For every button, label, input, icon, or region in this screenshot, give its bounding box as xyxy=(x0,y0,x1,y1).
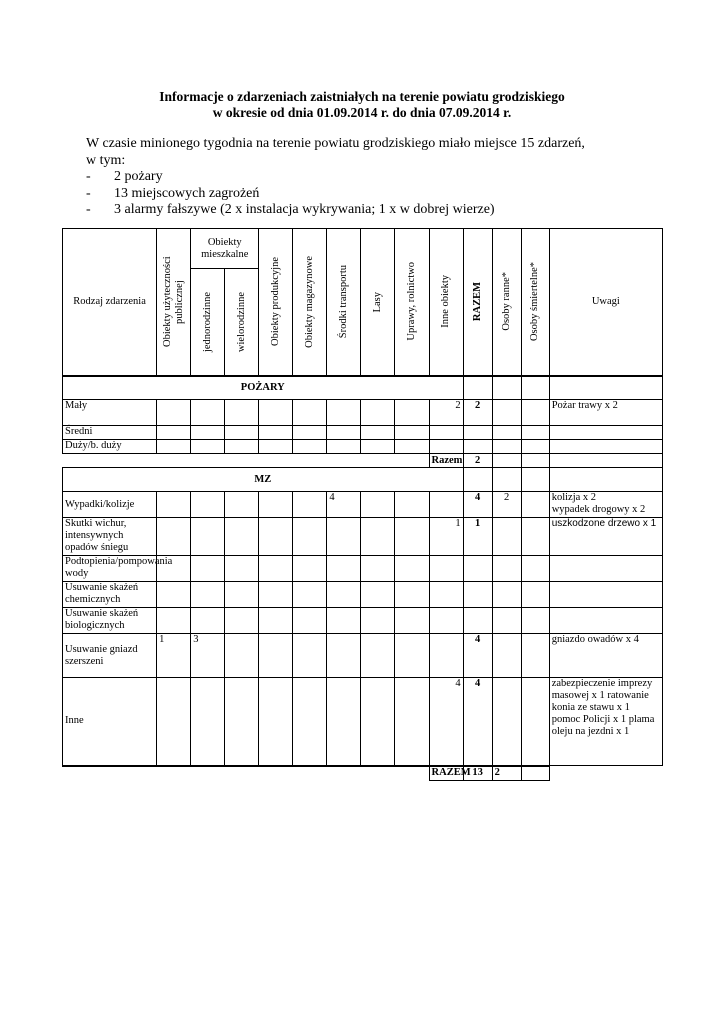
intro-item xyxy=(86,186,585,203)
header-razem xyxy=(463,229,492,376)
header-ranne xyxy=(492,229,521,376)
table-row xyxy=(63,608,663,634)
document-title-line1: Informacje o zdarzeniach zaistniałych na terenie powiatu grodziskiego xyxy=(159,89,565,104)
intro-block xyxy=(86,136,585,219)
table-row xyxy=(63,678,663,766)
row-name: Usuwanie gniazd szerszeni xyxy=(63,634,157,678)
intro-item-text: 2 pożary xyxy=(114,169,163,184)
row-transp: 4 xyxy=(327,492,361,518)
row-uwagi: Pożar trawy x 2 xyxy=(549,400,662,426)
section-pozary-label: POŻARY xyxy=(63,376,464,400)
intro-item xyxy=(86,202,585,219)
row-razem: 4 xyxy=(463,492,492,518)
header-inne-text: Inne obiekty xyxy=(440,275,452,329)
header-razem-text: RAZEM xyxy=(471,282,483,322)
document-title-line2: w okresie od dnia 01.09.2014 r. do dnia 07.09.2014 r. xyxy=(212,105,512,120)
header-wielo-text: wielorodzinne xyxy=(235,291,247,352)
row-razem: 4 xyxy=(463,634,492,678)
header-uprawy xyxy=(395,229,429,376)
row-ranne: 2 xyxy=(492,492,521,518)
pozary-sum-label: Razem xyxy=(429,454,463,468)
row-name: Usuwanie skażeń biologicznych xyxy=(63,608,157,634)
row-uwagi: gniazdo owadów x 4 xyxy=(549,634,662,678)
row-razem: 1 xyxy=(463,518,492,556)
table-row xyxy=(63,582,663,608)
header-smiert xyxy=(521,229,549,376)
header-lasy xyxy=(361,229,395,376)
intro-item-dash: - xyxy=(86,169,91,184)
mz-sum-ranne: 2 xyxy=(492,766,521,781)
row-name: Wypadki/kolizje xyxy=(63,492,157,518)
row-uwagi: kolizja x 2 wypadek drogowy x 2 xyxy=(549,492,662,518)
header-publ xyxy=(157,229,191,376)
intro-item xyxy=(86,169,585,186)
row-uwagi: uszkodzone drzewo x 1 xyxy=(549,518,662,556)
mz-sum-row xyxy=(63,766,663,781)
row-name: Podtopienia/pompowania wody xyxy=(63,556,157,582)
header-prod-text: Obiekty produkcyjne xyxy=(269,257,281,347)
table-row xyxy=(63,440,663,454)
header-mieszkalne: Obiekty mieszkalne xyxy=(191,229,259,269)
intro-lead2: w tym: xyxy=(86,152,126,168)
events-table xyxy=(62,228,663,781)
header-lasy-text: Lasy xyxy=(371,291,383,312)
row-razem: 2 xyxy=(463,400,492,426)
header-uwagi: Uwagi xyxy=(549,229,662,376)
header-uprawy-text: Uprawy, rolnictwo xyxy=(406,262,417,342)
row-name: Inne xyxy=(63,678,157,766)
header-wielo xyxy=(225,269,259,376)
header-transp-text: Środki transportu xyxy=(337,265,349,339)
header-jedno-text: jednorodzinne xyxy=(201,291,213,352)
row-name: Średni xyxy=(63,426,157,440)
row-name: Usuwanie skażeń chemicznych xyxy=(63,582,157,608)
header-mag xyxy=(293,229,327,376)
row-inne: 2 xyxy=(429,400,463,426)
header-inne xyxy=(429,229,463,376)
header-rodzaj: Rodzaj zdarzenia xyxy=(63,229,157,376)
pozary-sum-value: 2 xyxy=(463,454,492,468)
pozary-sum-row xyxy=(63,454,663,468)
section-mz-label: MZ xyxy=(63,468,464,492)
header-prod xyxy=(259,229,293,376)
intro-item-text: 3 alarmy fałszywe (2 x instalacja wykrywania; 1 x w dobrej wierze) xyxy=(114,202,495,217)
header-publ-text: Obiekty użyteczności publicznej xyxy=(161,256,185,348)
row-inne: 1 xyxy=(429,518,463,556)
row-name: Mały xyxy=(63,400,157,426)
table-row xyxy=(63,556,663,582)
header-ranne-text: Osoby ranne* xyxy=(500,272,512,332)
intro-item-text: 13 miejscowych zagrożeń xyxy=(114,185,260,201)
row-jedno: 3 xyxy=(191,634,225,678)
row-name: Duży/b. duży xyxy=(63,440,157,454)
table-row xyxy=(63,426,663,440)
mz-sum-label: RAZEM xyxy=(429,766,463,781)
row-publ: 1 xyxy=(157,634,191,678)
intro-item-dash: - xyxy=(86,185,91,201)
table-row xyxy=(63,492,663,518)
mz-sum-value: 13 xyxy=(463,766,492,781)
table-row xyxy=(63,634,663,678)
intro-item-dash: - xyxy=(86,202,91,217)
table-row xyxy=(63,518,663,556)
header-mag-text: Obiekty magazynowe xyxy=(303,255,315,348)
intro-lead: W czasie minionego tygodnia na terenie powiatu grodziskiego miało miejsce 15 zdarzeń, xyxy=(86,136,585,151)
row-razem: 4 xyxy=(463,678,492,766)
header-jedno xyxy=(191,269,225,376)
row-name: Skutki wichur, intensywnych opadów śniegu xyxy=(63,518,157,556)
header-smiert-text: Osoby śmiertelne* xyxy=(529,262,541,342)
table-row xyxy=(63,400,663,426)
header-transp xyxy=(327,229,361,376)
row-uwagi: zabezpieczenie imprezy masowej x 1 ratowanie konia ze stawu x 1 pomoc Policji x 1 plama oleju na jezdni x 1 xyxy=(549,678,662,766)
row-inne: 4 xyxy=(429,678,463,766)
